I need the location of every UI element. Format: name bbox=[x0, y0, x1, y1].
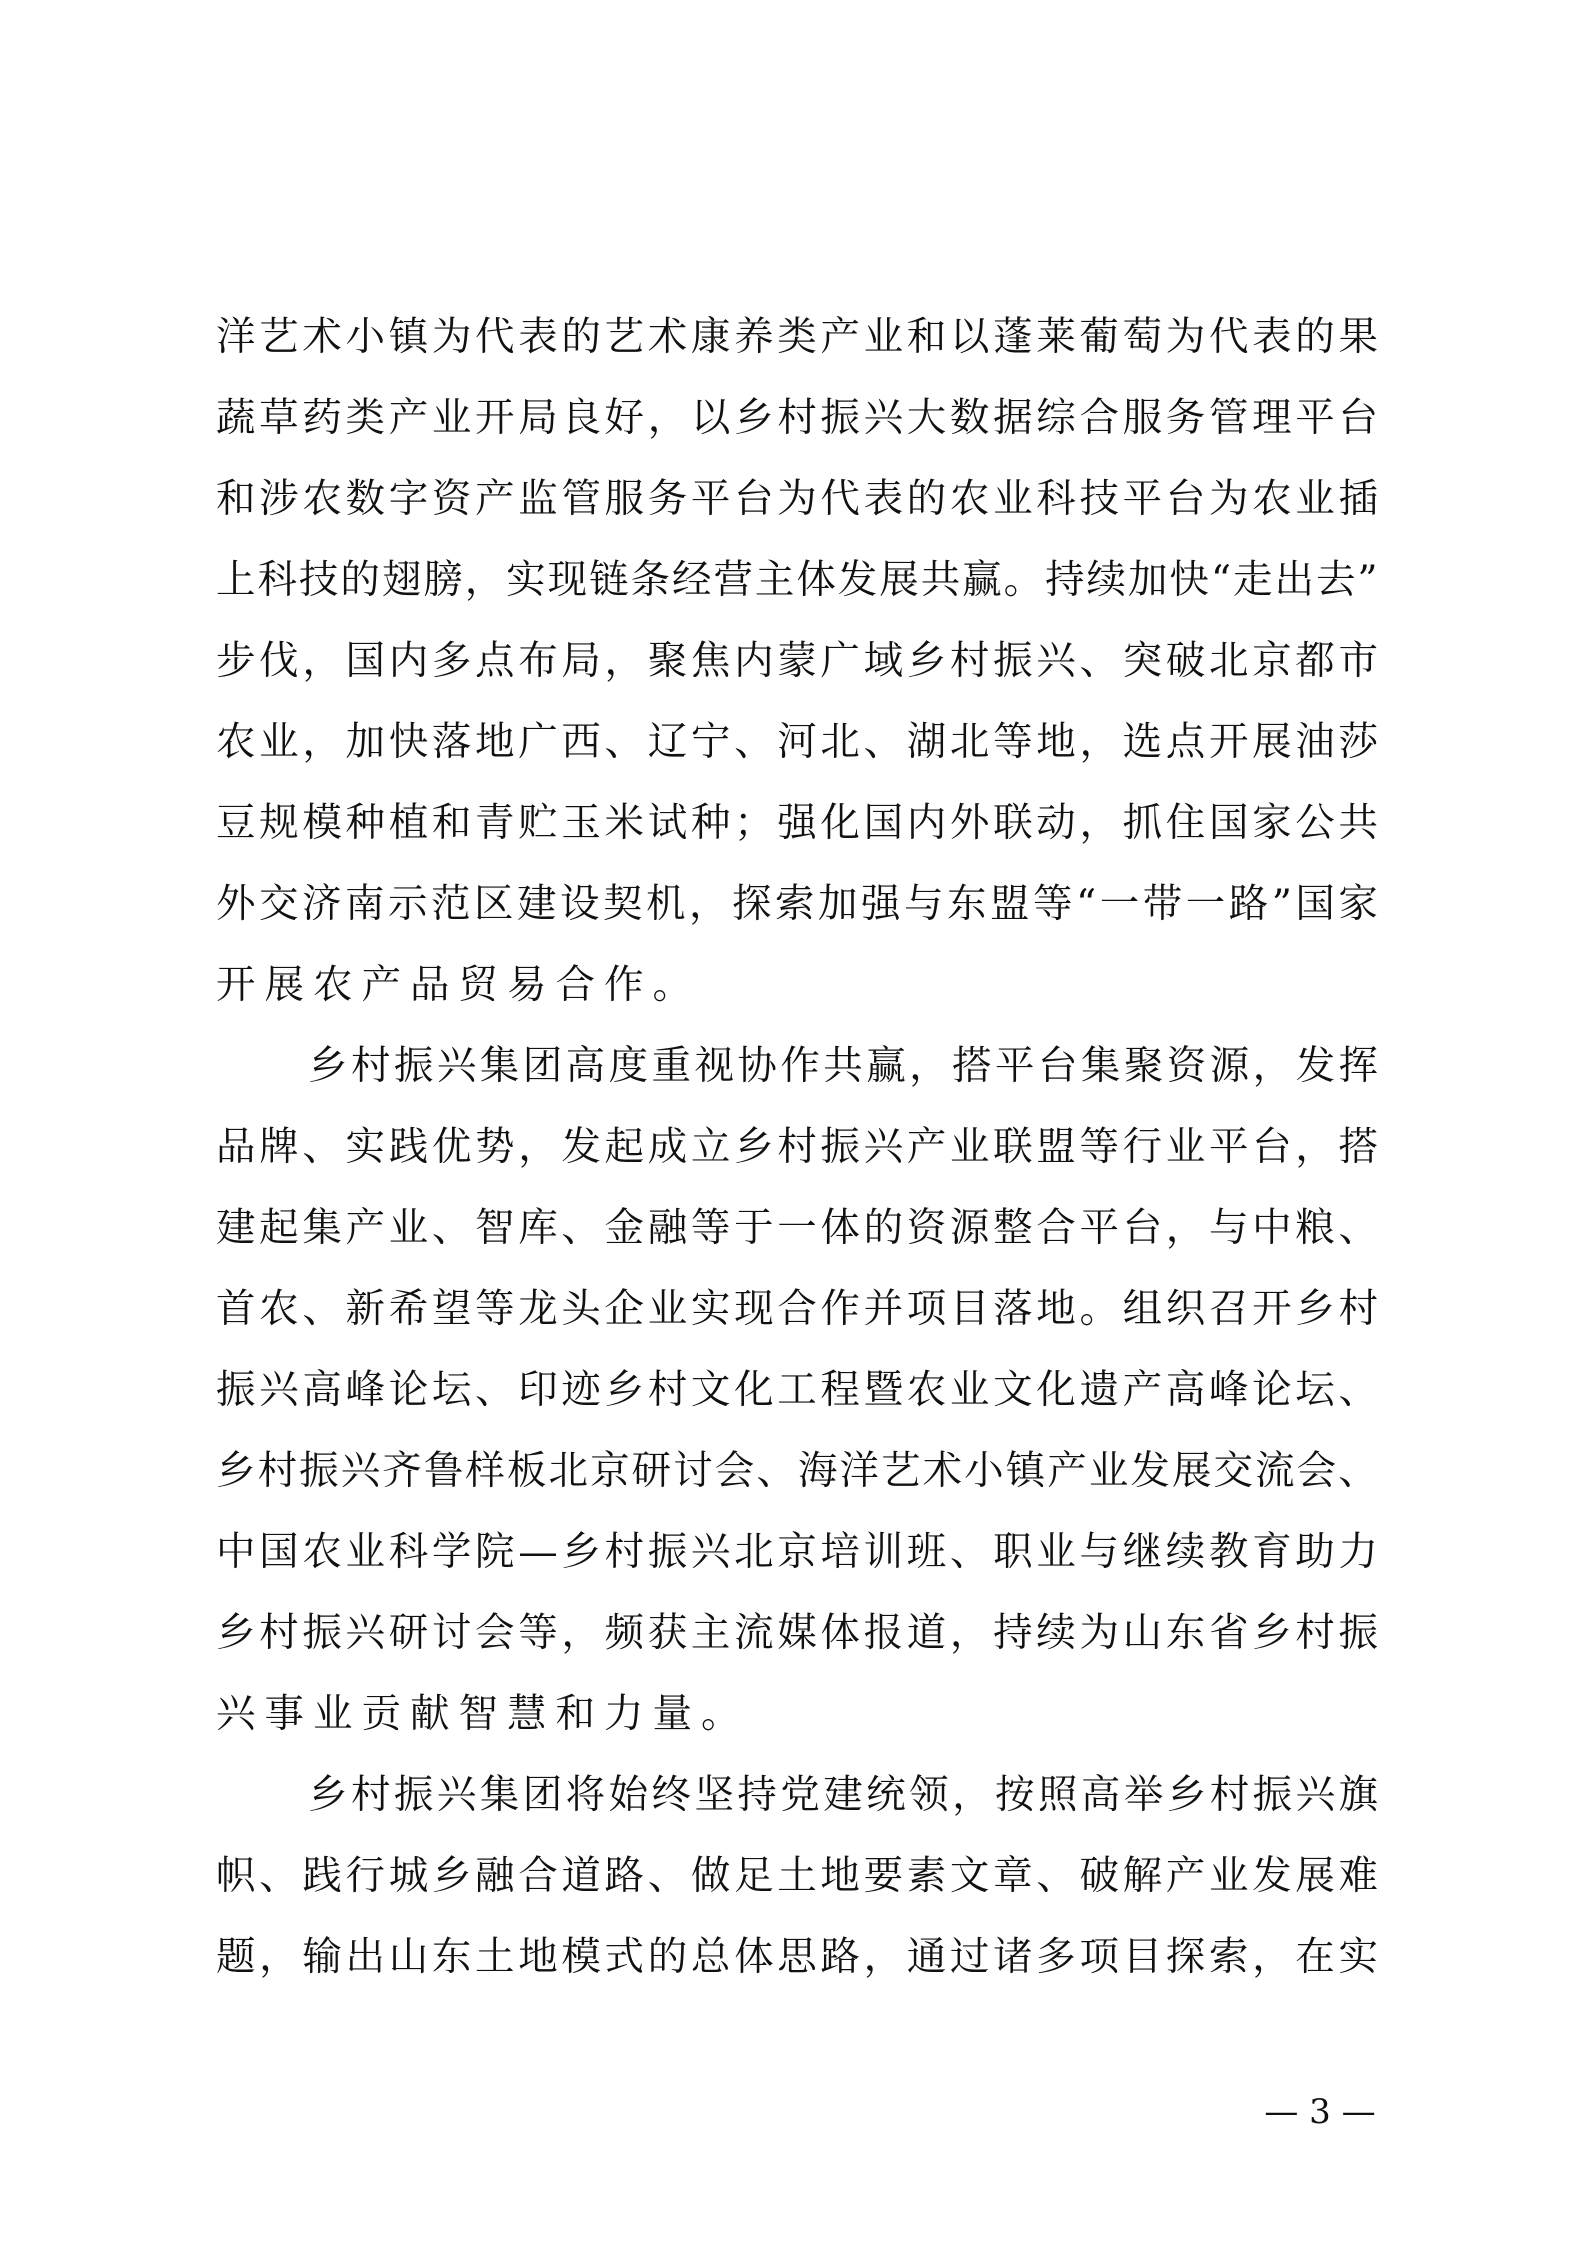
text-line: 上 科 技 的 翅 膀 ， 实 现 链 条 经 营 主 体 发 展 共 赢 。 持 续 加 快 “ 走 出 去 ” bbox=[216, 557, 1378, 603]
text-line: 乡 村 振 兴 集 团 将 始 终 坚 持 党 建 统 领 ， 按 照 高 举 乡 村 振 兴 旗 bbox=[308, 1772, 1378, 1818]
text-line: 豆 规 模 种 植 和 青 贮 玉 米 试 种 ； 强 化 国 内 外 联 动 ， 抓 住 国 家 公 共 bbox=[216, 800, 1378, 846]
text-line: 开展农产品贸易合作。 bbox=[216, 962, 701, 1008]
text-line: 外 交 济 南 示 范 区 建 设 契 机 ， 探 索 加 强 与 东 盟 等 “ 一 带 一 路 ” 国 家 bbox=[216, 881, 1378, 927]
body-text bbox=[216, 297, 1378, 1998]
text-line: 蔬 草 药 类 产 业 开 局 良 好 ， 以 乡 村 振 兴 大 数 据 综 合 服 务 管 理 平 台 bbox=[216, 395, 1378, 441]
text-line: 和 涉 农 数 字 资 产 监 管 服 务 平 台 为 代 表 的 农 业 科 技 平 台 为 农 业 插 bbox=[216, 476, 1378, 522]
text-line: 首 农 、 新 希 望 等 龙 头 企 业 实 现 合 作 并 项 目 落 地 。 组 织 召 开 乡 村 bbox=[216, 1286, 1378, 1332]
text-line: 品 牌 、 实 践 优 势 ， 发 起 成 立 乡 村 振 兴 产 业 联 盟 等 行 业 平 台 ， 搭 bbox=[216, 1124, 1378, 1170]
text-line: 兴事业贡献智慧和力量。 bbox=[216, 1691, 750, 1737]
page-number: — 3 — bbox=[1264, 2092, 1376, 2132]
text-line: 建 起 集 产 业 、 智 库 、 金 融 等 于 一 体 的 资 源 整 合 平 台 ， 与 中 粮 、 bbox=[216, 1205, 1378, 1251]
text-line: 题 ， 输 出 山 东 土 地 模 式 的 总 体 思 路 ， 通 过 诸 多 项 目 探 索 ， 在 实 bbox=[216, 1934, 1378, 1980]
text-line: 振 兴 高 峰 论 坛 、 印 迹 乡 村 文 化 工 程 暨 农 业 文 化 遗 产 高 峰 论 坛 、 bbox=[216, 1367, 1378, 1413]
text-line: 洋 艺 术 小 镇 为 代 表 的 艺 术 康 养 类 产 业 和 以 蓬 莱 葡 萄 为 代 表 的 果 bbox=[216, 314, 1378, 360]
text-line: 中 国 农 业 科 学 院 — 乡 村 振 兴 北 京 培 训 班 、 职 业 与 继 续 教 育 助 力 bbox=[216, 1529, 1378, 1575]
text-line: 帜 、 践 行 城 乡 融 合 道 路 、 做 足 土 地 要 素 文 章 、 破 解 产 业 发 展 难 bbox=[216, 1853, 1378, 1899]
text-line: 乡 村 振 兴 集 团 高 度 重 视 协 作 共 赢 ， 搭 平 台 集 聚 资 源 ， 发 挥 bbox=[308, 1043, 1378, 1089]
text-line: 乡 村 振 兴 齐 鲁 样 板 北 京 研 讨 会 、 海 洋 艺 术 小 镇 产 业 发 展 交 流 会 、 bbox=[216, 1448, 1378, 1494]
text-line: 农 业 ， 加 快 落 地 广 西 、 辽 宁 、 河 北 、 湖 北 等 地 ， 选 点 开 展 油 莎 bbox=[216, 719, 1378, 765]
text-line: 步 伐 ， 国 内 多 点 布 局 ， 聚 焦 内 蒙 广 域 乡 村 振 兴 、 突 破 北 京 都 市 bbox=[216, 638, 1378, 684]
text-line: 乡 村 振 兴 研 讨 会 等 ， 频 获 主 流 媒 体 报 道 ， 持 续 为 山 东 省 乡 村 振 bbox=[216, 1610, 1378, 1656]
